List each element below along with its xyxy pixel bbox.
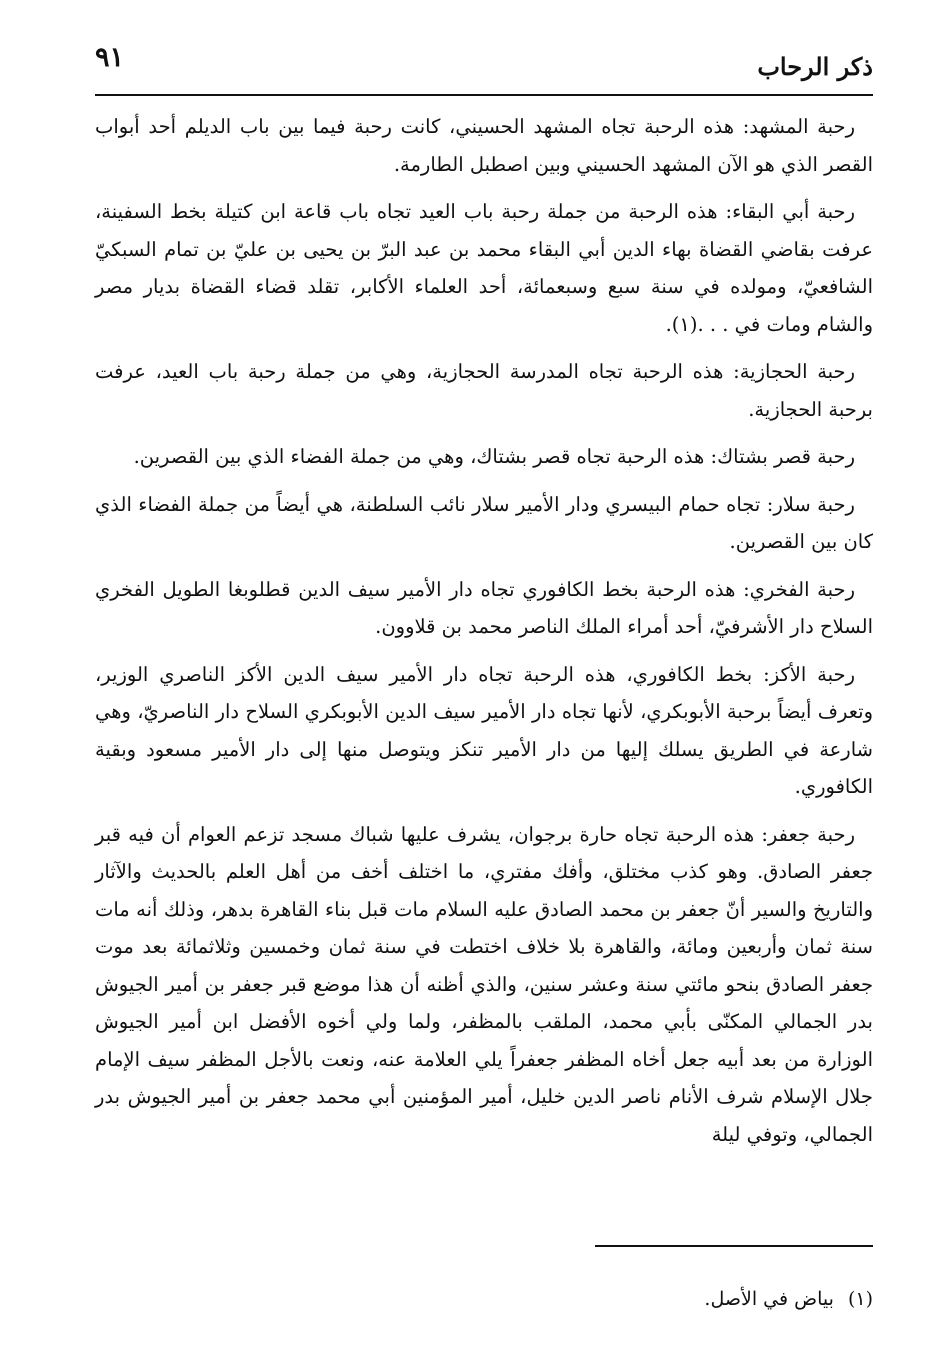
entry-text: هذه الرحبة من جملة رحبة باب العيد تجاه باب قاعة ابن كتيلة بخط السفينة، عرفت بقاضي القضاة بهاء الدين أبي البقاء محمد بن عبد البرّ بن يحيى بن عليّ بن تمام السبكيّ الشافعيّ، ومولده في سنة سبع وسبعمائة، أحد العلماء الأكابر، تقلد قضاء القضاة بديار مصر والشام ومات في . . .(١).	[95, 200, 873, 336]
entry-qasr-bashtak	[95, 438, 873, 476]
entry-text: هذه الرحبة تجاه قصر بشتاك، وهي من جملة الفضاء الذي بين القصرين.	[133, 445, 705, 468]
main-text	[95, 108, 873, 1163]
entry-sallar	[95, 486, 873, 561]
page-header	[95, 38, 873, 96]
entry-text: بخط الكافوري، هذه الرحبة تجاه دار الأمير سيف الدين الأكز الناصري الوزير، وتعرف أيضاً برحبة الأبوبكري، لأنها تجاه دار الأمير سيف الدين الأبوبكري السلاح دار الناصريّ، وهي شارعة في الطريق يسلك إليها من دار الأمير تنكز ويتوصل منها إلى دار الأمير مسعود وبقية الكافوري.	[95, 662, 873, 798]
entry-term: رحبة قصر بشتاك:	[710, 445, 855, 468]
entry-term: رحبة الحجازية:	[733, 360, 856, 383]
entry-jaafar	[95, 816, 873, 1154]
entry-text: هذه الرحبة تجاه حارة برجوان، يشرف عليها شباك مسجد تزعم العوام أن فيه قبر جعفر الصادق. وهو كذب مختلق، وأفك مفتري، ما اختلف أخف من أهل العلم بالحديث والآثار والتاريخ والسير أنّ جعفر بن محمد الصادق عليه السلام مات قبل بناء القاهرة بدهر، وذلك أنه مات سنة ثمان وأربعين ومائة، والقاهرة بلا خلاف اختطت في سنة ثمان وخمسين وثلاثمائة بعد موت جعفر الصادق بنحو مائتي سنة وعشر سنين، والذي أظنه أن هذا موضع قبر جعفر بن أمير الجيوش بدر الجمالي المكنّى بأبي محمد، الملقب بالمظفر، ولما ولي أخوه الأفضل ابن أمير الجيوش الوزارة من بعد أبيه جعل أخاه المظفر جعفراً يلي العلامة عنه، ونعت بالأجل المظفر سيف الإمام جلال الإسلام شرف الأنام ناصر الدين خليل، أمير المؤمنين أبي محمد جعفر بن أمير الجيوش بدر الجمالي، وتوفي ليلة	[95, 822, 873, 1146]
entry-term: رحبة الفخري:	[743, 577, 855, 601]
entry-mashhad	[95, 108, 873, 183]
footnote-separator	[595, 1245, 873, 1247]
running-title: ذكر الرحاب	[757, 52, 873, 81]
entry-fakhri	[95, 571, 873, 646]
entry-akz	[95, 656, 873, 806]
footnote-text: بياض في الأصل.	[704, 1288, 834, 1310]
footnote	[704, 1288, 873, 1310]
page-number: ٩١	[95, 42, 125, 73]
entry-abi-albaqa	[95, 193, 873, 343]
entry-term: رحبة سلار:	[766, 492, 855, 516]
entry-text: هذه الرحبة تجاه المشهد الحسيني، كانت رحبة فيما بين باب الديلم أحد أبواب القصر الذي هو الآن المشهد الحسيني وبين اصطبل الطارمة.	[95, 115, 873, 176]
entry-term: رحبة أبي البقاء:	[725, 200, 856, 223]
entry-text: تجاه حمام البيسري ودار الأمير سلار نائب السلطنة، هي أيضاً من جملة الفضاء الذي كان بين القصرين.	[95, 492, 873, 553]
entry-term: رحبة جعفر:	[761, 822, 855, 846]
entry-hijaziyya	[95, 353, 873, 428]
entry-term: رحبة المشهد:	[742, 115, 855, 138]
entry-text: هذه الرحبة بخط الكافوري تجاه دار الأمير سيف الدين قطلوبغا الطويل الفخري السلاح دار الأشرفيّ، أحد أمراء الملك الناصر محمد بن قلاوون.	[95, 577, 873, 638]
entry-text: هذه الرحبة تجاه المدرسة الحجازية، وهي من جملة رحبة باب العيد، عرفت برحبة الحجازية.	[95, 360, 873, 421]
entry-term: رحبة الأكز:	[763, 662, 855, 686]
footnote-number: (١)	[847, 1288, 873, 1310]
